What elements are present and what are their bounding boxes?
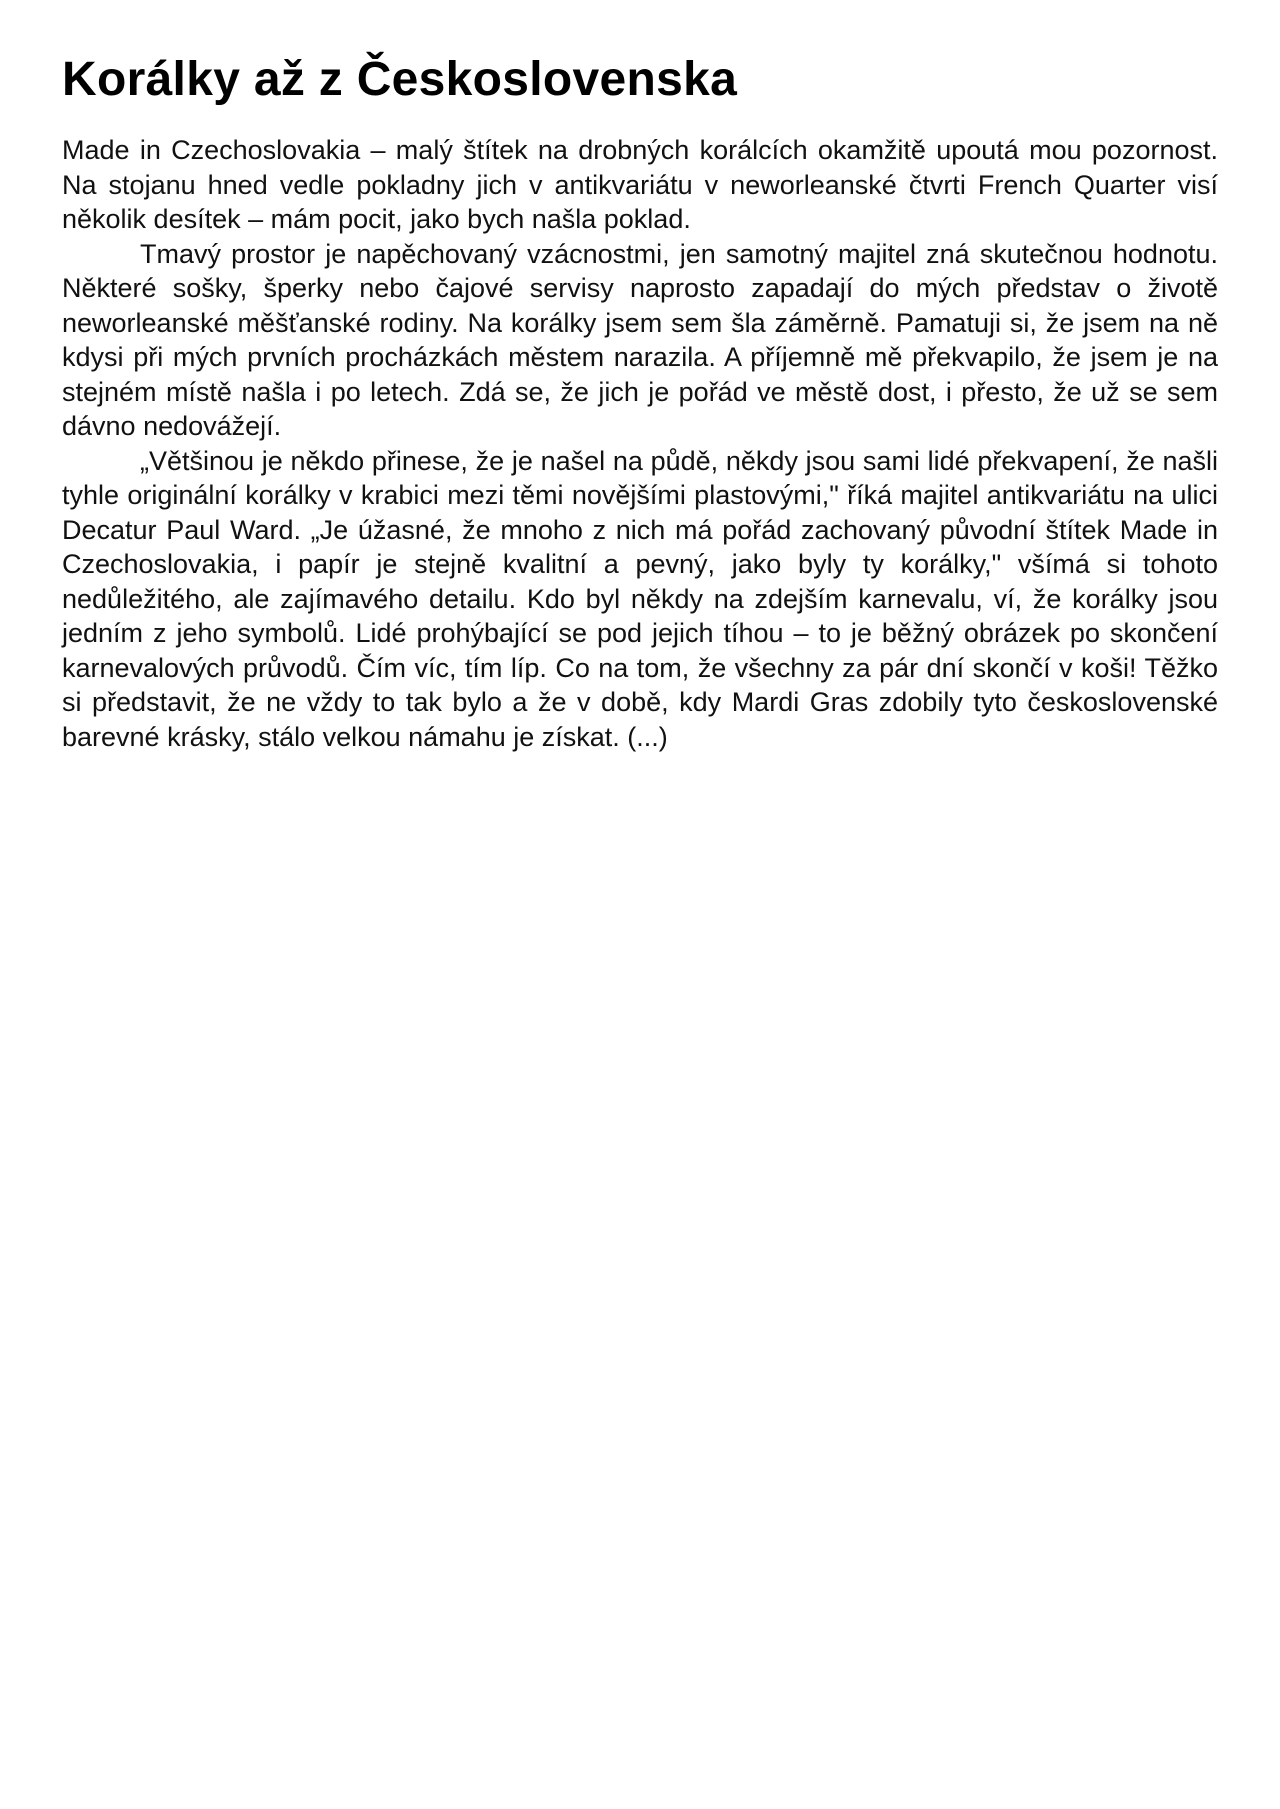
article-body (62, 133, 1218, 754)
article-paragraph-2: Tmavý prostor je napěchovaný vzácnostmi, jen samotný majitel zná skutečnou hodnotu. Některé sošky, šperky nebo čajové servisy naprosto zapadají do mých představ o životě neworleanské měšťanské rodiny. Na korálky jsem sem šla záměrně. Pamatuji si, že jsem na ně kdysi při mých prvních procházkách městem narazila. A příjemně mě překvapilo, že jsem je na stejném místě našla i po letech. Zdá se, že jich je pořád ve městě dost, i přesto, že už se sem dávno nedovážejí. (62, 238, 1218, 441)
article-paragraph-3: „Většinou je někdo přinese, že je našel na půdě, někdy jsou sami lidé překvapení, že našli tyhle originální korálky v krabici mezi těmi novějšími plastovými," říká majitel antikvariátu na ulici Decatur Paul Ward. „Je úžasné, že mnoho z nich má pořád zachovaný původní štítek Made in Czechoslovakia, i papír je stejně kvalitní a pevný, jako byly ty korálky," všímá si tohoto nedůležitého, ale zajímavého detailu. Kdo byl někdy na zdejším karnevalu, ví, že korálky jsou jedním z jeho symbolů. Lidé prohýbající se pod jejich tíhou – to je běžný obrázek po skončení karnevalových průvodů. Čím víc, tím líp. Co na tom, že všechny za pár dní skončí v koši! Těžko si představit, že ne vždy to tak bylo a že v době, kdy Mardi Gras zdobily tyto československé barevné krásky, stálo velkou námahu je získat. (...) (62, 445, 1218, 752)
document-page (62, 48, 1218, 754)
article-paragraph-1: Made in Czechoslovakia – malý štítek na drobných korálcích okamžitě upoutá mou pozornost. Na stojanu hned vedle pokladny jich v antikvariátu v neworleanské čtvrti French Quarter visí několik desítek – mám pocit, jako bych našla poklad. (62, 135, 1218, 234)
article-title: Korálky až z Československa (62, 53, 738, 106)
